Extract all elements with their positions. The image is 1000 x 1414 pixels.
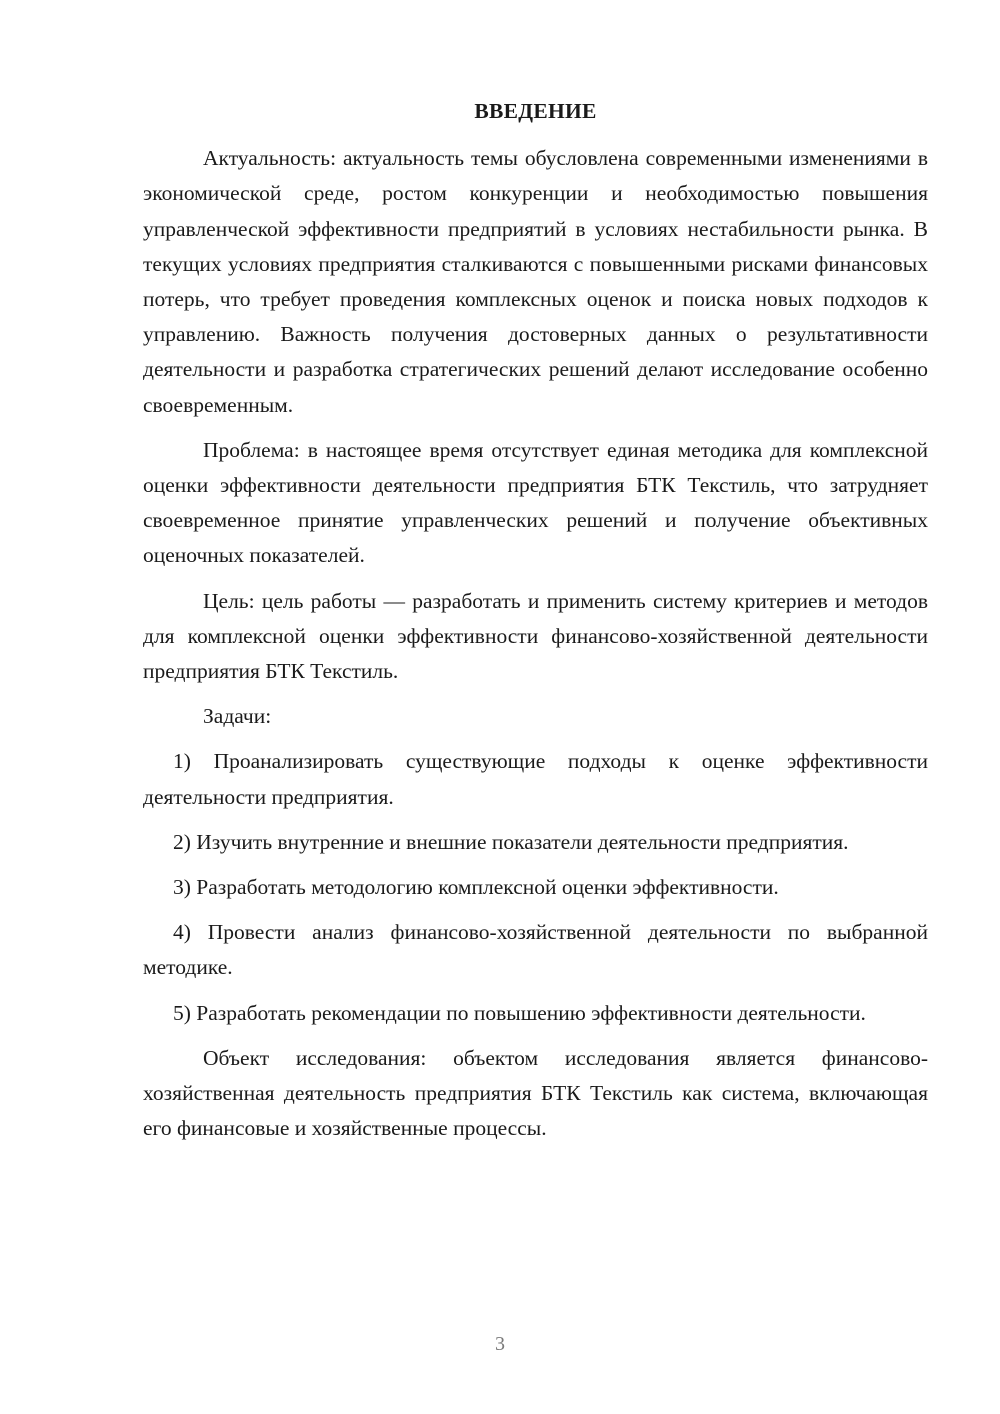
paragraph-relevance: Актуальность: актуальность темы обусловлена современными изменениями в экономической среде, ростом конкуренции и необходимостью повышения управленческой эффективности предприятий в условиях нестабильности рынка. В текущих условиях предприятия сталкиваются с повышенными рисками финансовых потерь, что требует проведения комплексных оценок и поиска новых подходов к управлению. Важность получения достоверных данных о результативности деятельности и разработка стратегических решений делают исследование особенно своевременным. [143, 146, 928, 417]
task-item-2: 2) Изучить внутренние и внешние показатели деятельности предприятия. [173, 829, 849, 854]
document-page [143, 94, 928, 1146]
page-number: 3 [495, 1333, 505, 1355]
tasks-heading: Задачи: [203, 704, 272, 729]
task-item-1: 1) Проанализировать существующие подходы к оценке эффективности деятельности предприятия. [143, 749, 928, 809]
task-item-4: 4) Провести анализ финансово-хозяйственной деятельности по выбранной методике. [143, 920, 928, 980]
paragraph-object: Объект исследования: объектом исследования является финансово-хозяйственная деятельность предприятия БТК Текстиль как система, включающая его финансовые и хозяйственные процессы. [143, 1045, 928, 1141]
section-title: ВВЕДЕНИЕ [474, 99, 597, 123]
paragraph-goal: Цель: цель работы — разработать и применить систему критериев и методов для комплексной оценки эффективности финансово-хозяйственной деятельности предприятия БТК Текстиль. [143, 588, 928, 684]
task-item-3: 3) Разработать методологию комплексной оценки эффективности. [173, 875, 779, 900]
task-item-5: 5) Разработать рекомендации по повышению эффективности деятельности. [173, 1000, 866, 1025]
paragraph-problem: Проблема: в настоящее время отсутствует единая методика для комплексной оценки эффективности деятельности предприятия БТК Текстиль, что затрудняет своевременное принятие управленческих решений и получение объективных оценочных показателей. [143, 437, 928, 568]
